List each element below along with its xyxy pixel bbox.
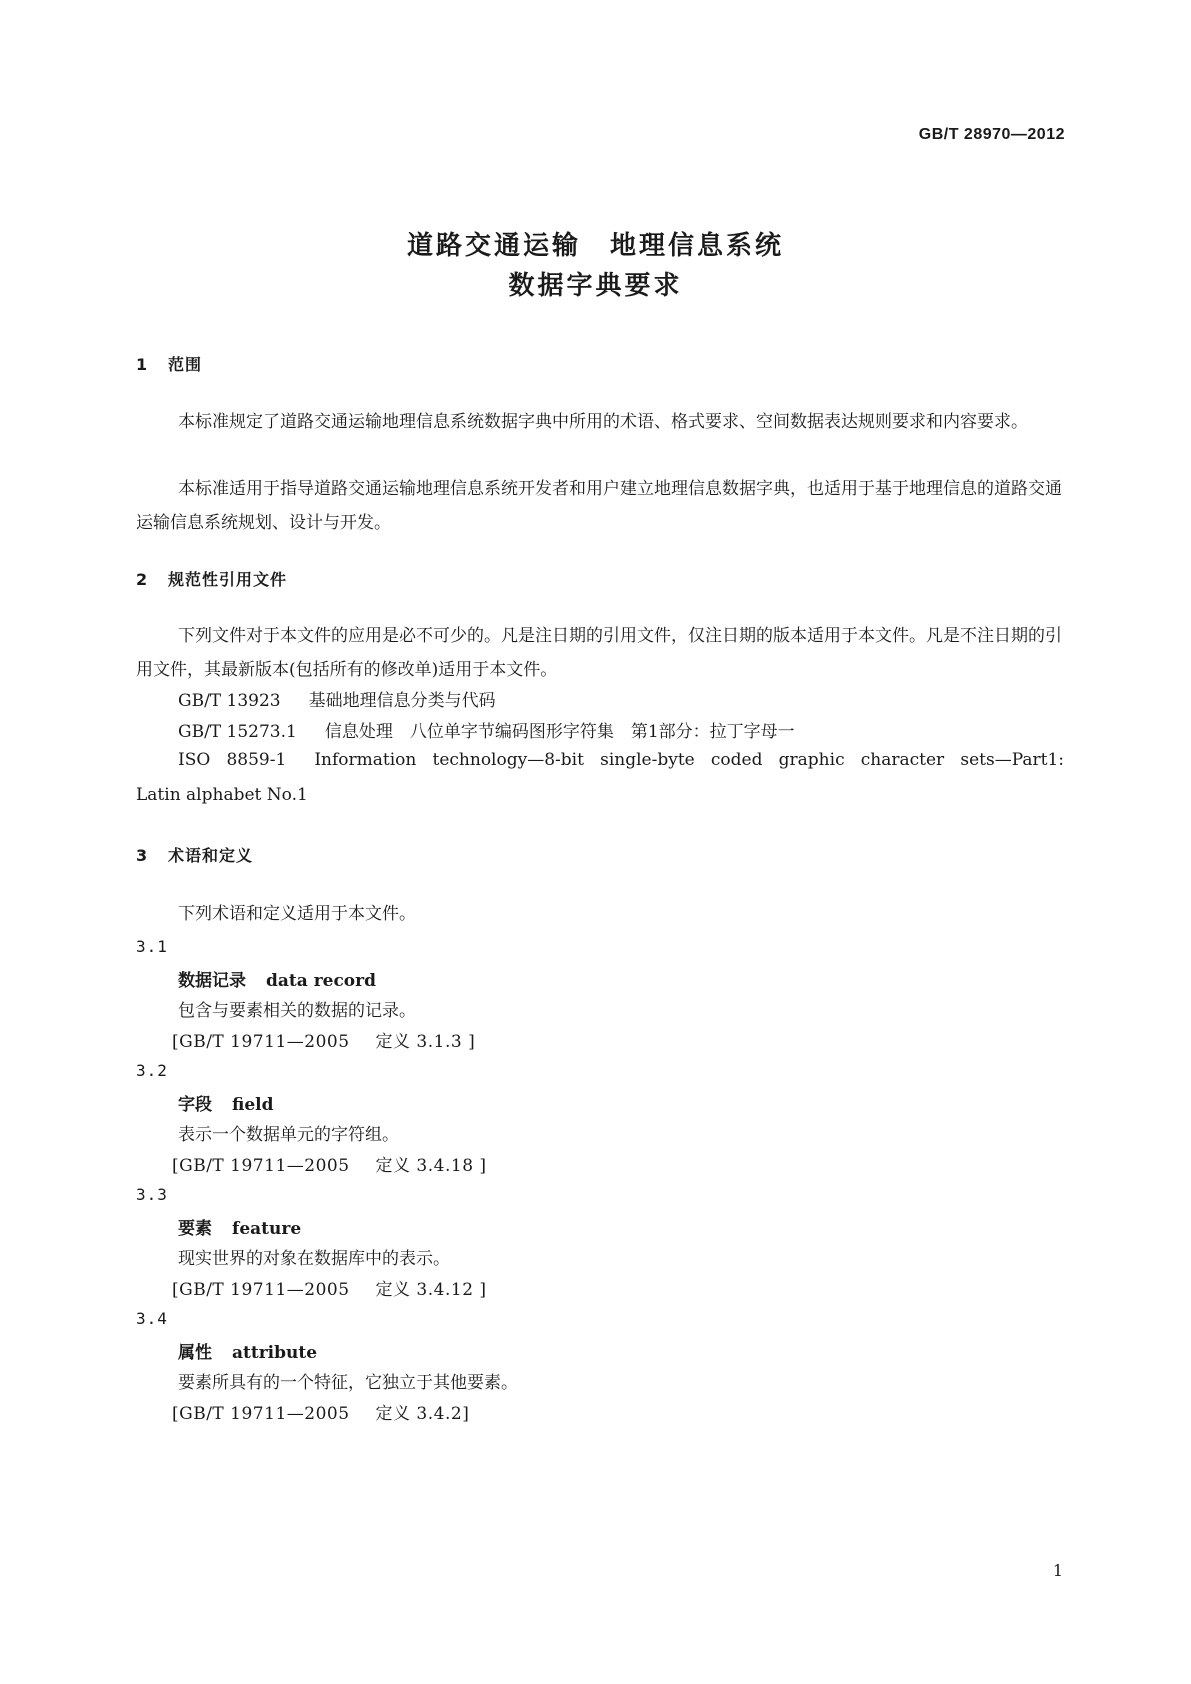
term-title bbox=[178, 1338, 317, 1363]
reference-gbt-13923 bbox=[178, 684, 496, 718]
reference-code: GB/T 15273.1 bbox=[178, 722, 297, 742]
term-title bbox=[178, 966, 376, 991]
term-definition: 现实世界的对象在数据库中的表示。 bbox=[178, 1249, 450, 1269]
title-line-1: 道路交通运输 地理信息系统 bbox=[406, 231, 784, 261]
standard-code: GB/T 28970—2012 bbox=[918, 126, 1065, 143]
reference-title: 基础地理信息分类与代码 bbox=[308, 691, 496, 711]
term-chinese: 属性 bbox=[178, 1343, 212, 1363]
title-line-2: 数据字典要求 bbox=[508, 271, 683, 301]
term-title bbox=[178, 1090, 274, 1115]
term-source bbox=[172, 1027, 475, 1052]
term-english: feature bbox=[232, 1219, 302, 1239]
source-code: [GB/T 19711—2005 bbox=[172, 1404, 350, 1424]
term-definition: 表示一个数据单元的字符组。 bbox=[178, 1125, 399, 1145]
scope-paragraph-2: 本标准适用于指导道路交通运输地理信息系统开发者和用户建立地理信息数据字典，也适用于基于地理信息的道路交通运输信息系统规划、设计与开发。 bbox=[136, 479, 1062, 533]
term-english: attribute bbox=[232, 1343, 318, 1363]
scope-paragraph-1: 本标准规定了道路交通运输地理信息系统数据字典中所用的术语、格式要求、空间数据表达规则要求和内容要求。 bbox=[178, 412, 1028, 432]
term-number: 3.2 bbox=[136, 1061, 168, 1080]
normative-intro-paragraph: 下列文件对于本文件的应用是必不可少的。凡是注日期的引用文件，仅注日期的版本适用于本文件。凡是不注日期的引用文件，其最新版本(包括所有的修改单)适用于本文件。 bbox=[136, 626, 1062, 680]
term-chinese: 字段 bbox=[178, 1095, 212, 1115]
term-definition: 要素所具有的一个特征，它独立于其他要素。 bbox=[178, 1373, 518, 1393]
reference-iso-8859-1 bbox=[178, 750, 1064, 770]
term-number: 3.1 bbox=[136, 937, 168, 956]
page-number: 1 bbox=[1052, 1561, 1063, 1580]
section-title: 术语和定义 bbox=[168, 846, 254, 865]
reference-code: ISO 8859-1 bbox=[178, 750, 287, 770]
source-code: [GB/T 19711—2005 bbox=[172, 1156, 350, 1176]
reference-iso-continuation: Latin alphabet No.1 bbox=[136, 785, 308, 805]
term-definition: 包含与要素相关的数据的记录。 bbox=[178, 1001, 416, 1021]
source-definition: 定义 3.4.18 ] bbox=[375, 1156, 487, 1176]
document-title bbox=[0, 226, 1191, 306]
term-english: field bbox=[232, 1095, 274, 1115]
reference-title: 信息处理 八位单字节编码图形字符集 第1部分：拉丁字母一 bbox=[324, 722, 795, 742]
source-definition: 定义 3.1.3 ] bbox=[375, 1032, 476, 1052]
terms-intro: 下列术语和定义适用于本文件。 bbox=[178, 904, 416, 924]
section-number: 3 bbox=[136, 846, 149, 865]
reference-title: Information technology—8-bit single-byte coded graphic character sets—Part1: bbox=[314, 750, 1065, 770]
source-code: [GB/T 19711—2005 bbox=[172, 1032, 350, 1052]
reference-gbt-15273-1 bbox=[178, 715, 795, 749]
source-code: [GB/T 19711—2005 bbox=[172, 1280, 350, 1300]
term-source bbox=[172, 1399, 469, 1424]
section-heading-scope bbox=[136, 352, 202, 375]
term-english: data record bbox=[266, 971, 376, 991]
section-title: 范围 bbox=[168, 355, 203, 374]
section-heading-normative bbox=[136, 567, 287, 590]
section-title: 规范性引用文件 bbox=[168, 570, 288, 589]
source-definition: 定义 3.4.2] bbox=[375, 1404, 470, 1424]
term-chinese: 数据记录 bbox=[178, 971, 246, 991]
term-source bbox=[172, 1275, 487, 1300]
term-source bbox=[172, 1151, 487, 1176]
term-chinese: 要素 bbox=[178, 1219, 212, 1239]
term-title bbox=[178, 1214, 301, 1239]
section-number: 1 bbox=[136, 355, 149, 374]
term-number: 3.4 bbox=[136, 1309, 168, 1328]
reference-code: GB/T 13923 bbox=[178, 691, 281, 711]
section-heading-terms bbox=[136, 843, 253, 866]
source-definition: 定义 3.4.12 ] bbox=[375, 1280, 487, 1300]
term-number: 3.3 bbox=[136, 1185, 168, 1204]
section-number: 2 bbox=[136, 570, 149, 589]
